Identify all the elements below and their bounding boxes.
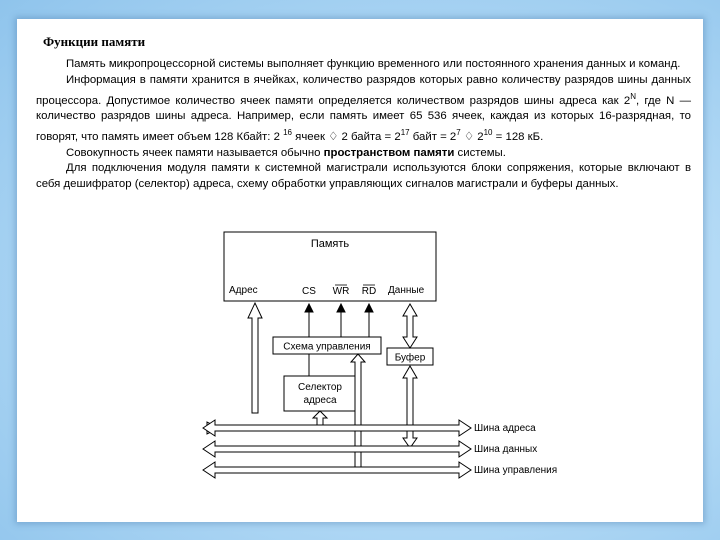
wr-pin-label: WR bbox=[332, 286, 350, 297]
buffer-label: Буфер bbox=[394, 352, 426, 364]
memory-module-diagram bbox=[193, 230, 581, 486]
memory-label: Память bbox=[310, 238, 350, 250]
cs-pin-label: CS bbox=[302, 286, 316, 297]
selector-label-line1: Селектор bbox=[298, 382, 342, 393]
paragraph-3: Совокупность ячеек памяти называется обычно пространством памяти системы. bbox=[66, 146, 506, 159]
slide-title: Функции памяти bbox=[43, 34, 146, 49]
control-bus-label: Шина управления bbox=[474, 465, 558, 476]
slide-body-text bbox=[36, 57, 691, 193]
selector-label-line2: адреса bbox=[303, 395, 337, 406]
paragraph-1: Память микропроцессорной системы выполняет функцию временного или постоянного хранения данных и команд. bbox=[66, 58, 681, 70]
rd-pin-label: RD bbox=[361, 286, 377, 297]
address-bus-label: Шина адреса bbox=[474, 423, 536, 434]
slide-panel bbox=[17, 19, 703, 522]
data-bus-label: Шина данных bbox=[474, 444, 538, 455]
paragraph-4: Для подключения модуля памяти к системной магистрали используются блоки сопряжения, которые включают в себя дешифратор (селектор) адреса, схему обработки управляющих сигналов магистрали и буферы данных. bbox=[36, 162, 691, 191]
address-pin-label: Адрес bbox=[229, 285, 258, 296]
data-pin-label: Данные bbox=[388, 285, 425, 296]
control-circuit-label: Схема управления bbox=[283, 341, 371, 353]
paragraph-2: Информация в памяти хранится в ячейках, количество разрядов которых равно количеству разрядов шины данных процессора. Допустимое количество ячеек памяти определяется количеством разрядов шины адреса как $2^N$, где N — количество разрядов шины адреса. Например, если память имеет 65 536 ячеек, каждая из которых 16-разрядная, то говорят, что память имеет объем 128 Кбайт: 2 $^{16}$ ячеек ♢ 2 байта = $2^{17}$ байт = $2^7$ ♢ $2^{10} = 128$ кБ. bbox=[36, 73, 692, 143]
